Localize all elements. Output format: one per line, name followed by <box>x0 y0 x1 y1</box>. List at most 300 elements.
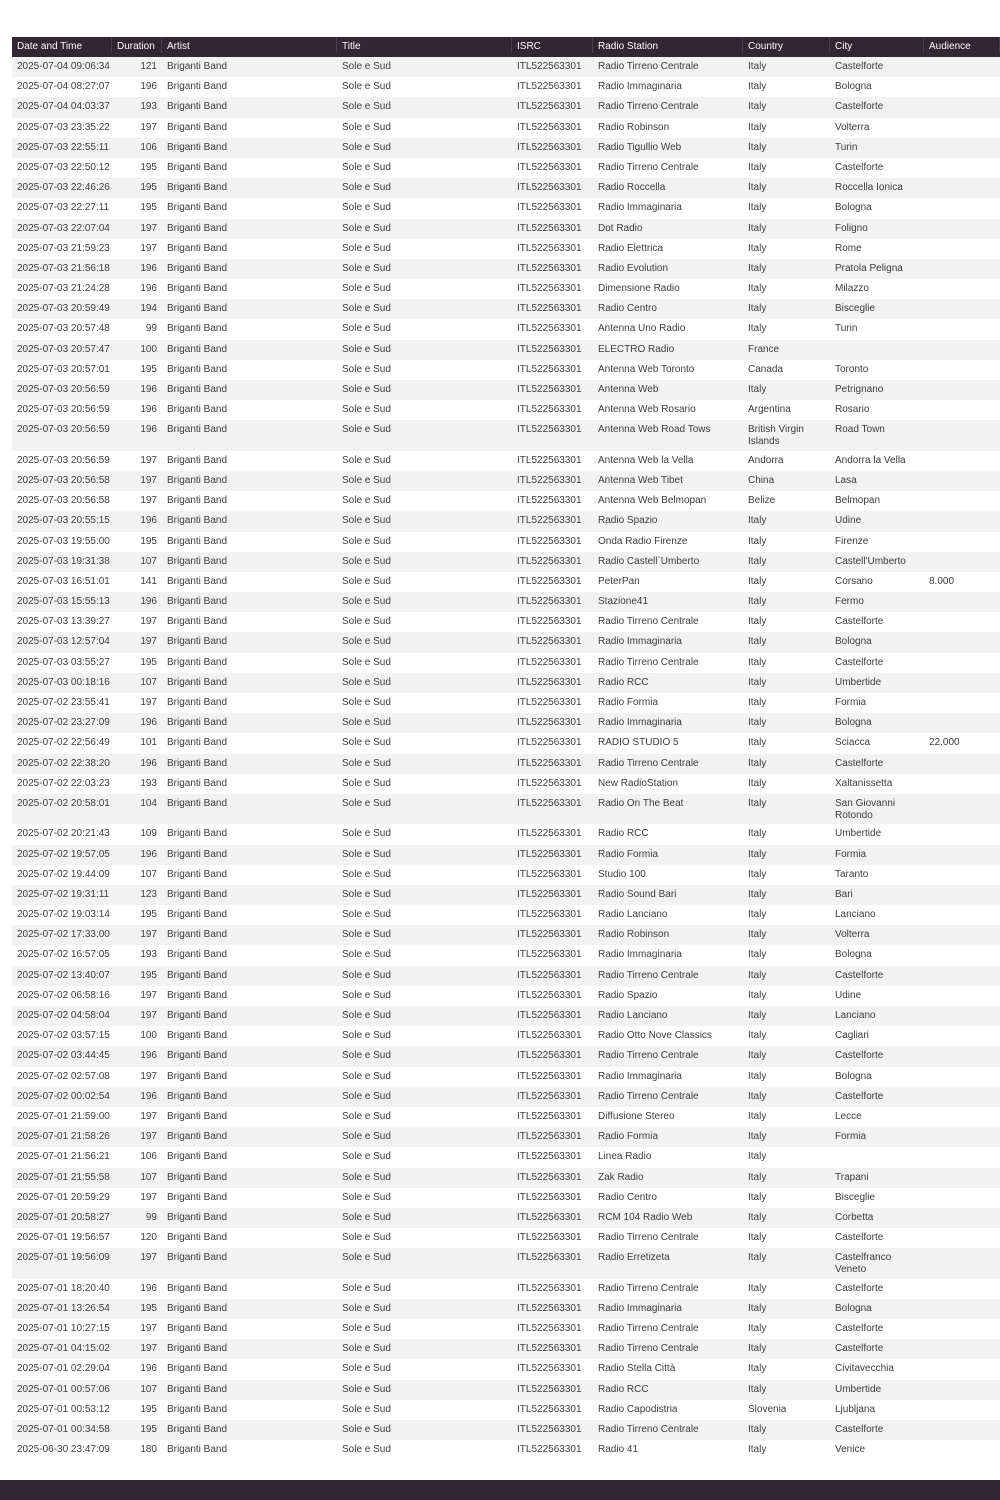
duration-cell: 195 <box>140 1423 157 1435</box>
isrc-cell: ITL522563301 <box>517 555 582 567</box>
table-row <box>12 1208 1000 1228</box>
date-time-cell: 2025-07-01 13:26:54 <box>17 1302 110 1314</box>
column-header-date-time[interactable]: Date and Time <box>12 37 112 53</box>
date-time-cell: 2025-07-04 08:27:07 <box>17 81 110 93</box>
title-cell: Sole e Sud <box>342 1191 391 1203</box>
country-cell: Italy <box>748 1302 767 1314</box>
date-time-cell: 2025-07-04 09:06:34 <box>17 61 110 72</box>
isrc-cell: ITL522563301 <box>517 929 582 941</box>
audience-cell <box>924 1248 1000 1252</box>
country-cell: British Virgin Islands <box>748 424 804 448</box>
table-row <box>12 1299 1000 1319</box>
duration-cell: 180 <box>140 1444 157 1456</box>
duration-cell: 197 <box>140 1343 157 1355</box>
country-cell: Italy <box>748 242 767 254</box>
country-cell: Italy <box>748 616 767 628</box>
date-time-cell: 2025-07-03 20:56:58 <box>17 495 110 507</box>
airplay-report-table <box>12 37 1000 1460</box>
table-row <box>12 845 1000 865</box>
isrc-cell: ITL522563301 <box>517 949 582 961</box>
date-time-cell: 2025-07-03 22:07:04 <box>17 222 110 234</box>
isrc-cell: ITL522563301 <box>517 515 582 527</box>
audience-cell <box>924 1380 1000 1384</box>
duration-cell: 196 <box>140 81 157 93</box>
city-cell: Castelforte <box>835 1050 884 1062</box>
city-cell: Milazzo <box>835 283 869 295</box>
radio-station-cell: Antenna Web la Vella <box>598 454 694 466</box>
radio-station-cell: New RadioStation <box>598 777 679 789</box>
radio-station-cell: Radio RCC <box>598 676 649 688</box>
duration-cell: 99 <box>145 323 157 335</box>
isrc-cell: ITL522563301 <box>517 141 582 153</box>
audience-cell <box>924 824 1000 828</box>
date-time-cell: 2025-06-30 23:47:09 <box>17 1444 110 1456</box>
radio-station-cell: Radio Tigullio Web <box>598 141 682 153</box>
audience-cell <box>924 360 1000 364</box>
city-cell: Fermo <box>835 596 864 608</box>
date-time-cell: 2025-07-01 00:53:12 <box>17 1403 110 1415</box>
isrc-cell: ITL522563301 <box>517 222 582 234</box>
isrc-cell: ITL522563301 <box>517 1232 582 1244</box>
column-header-isrc[interactable]: ISRC <box>512 37 593 53</box>
table-row <box>12 632 1000 652</box>
city-cell: Lecce <box>835 1110 862 1122</box>
radio-station-cell: Radio Elettrica <box>598 242 664 254</box>
audience-cell <box>924 1400 1000 1404</box>
artist-cell: Briganti Band <box>167 535 228 547</box>
radio-station-cell: Radio Erretizeta <box>598 1252 670 1264</box>
title-cell: Sole e Sud <box>342 1343 391 1355</box>
audience-cell <box>924 219 1000 223</box>
country-cell: Italy <box>748 1252 767 1264</box>
table-row <box>12 1380 1000 1400</box>
table-row <box>12 138 1000 158</box>
isrc-cell: ITL522563301 <box>517 101 582 113</box>
column-header-title[interactable]: Title <box>337 37 512 53</box>
country-cell: Italy <box>748 1282 767 1294</box>
duration-cell: 104 <box>140 797 157 809</box>
radio-station-cell: Radio Tirreno Centrale <box>598 616 699 628</box>
artist-cell: Briganti Band <box>167 81 228 93</box>
audience-cell <box>924 1208 1000 1212</box>
radio-station-cell: Radio Tirreno Centrale <box>598 1090 699 1102</box>
duration-cell: 121 <box>140 61 157 72</box>
table-row <box>12 532 1000 552</box>
country-cell: Belize <box>748 495 776 507</box>
city-cell: Lanciano <box>835 1010 876 1022</box>
title-cell: Sole e Sud <box>342 495 391 507</box>
table-row <box>12 158 1000 178</box>
table-row <box>12 471 1000 491</box>
duration-cell: 197 <box>140 1110 157 1122</box>
audience-cell <box>924 966 1000 970</box>
artist-cell: Briganti Band <box>167 1131 228 1143</box>
radio-station-cell: Radio Tirreno Centrale <box>598 757 699 769</box>
city-cell: Bisceglie <box>835 303 876 315</box>
date-time-cell: 2025-07-01 19:56:09 <box>17 1252 110 1264</box>
duration-cell: 106 <box>140 141 157 153</box>
duration-cell: 107 <box>140 1383 157 1395</box>
audience-cell <box>924 1127 1000 1131</box>
city-cell: Castelfranco Veneto <box>835 1252 892 1276</box>
audience-cell <box>924 239 1000 243</box>
city-cell: Road Town <box>835 424 885 436</box>
duration-cell: 197 <box>140 1252 157 1264</box>
country-cell: Italy <box>748 1423 767 1435</box>
city-cell: Turin <box>835 141 858 153</box>
artist-cell: Briganti Band <box>167 555 228 567</box>
table-row <box>12 259 1000 279</box>
date-time-cell: 2025-07-02 00:02:54 <box>17 1090 110 1102</box>
country-cell: Italy <box>748 848 767 860</box>
city-cell: Castell'Umberto <box>835 555 906 567</box>
date-time-cell: 2025-07-01 00:34:58 <box>17 1423 110 1435</box>
radio-station-cell: Radio Lanciano <box>598 1010 668 1022</box>
city-cell: Bologna <box>835 202 872 214</box>
date-time-cell: 2025-07-02 23:27:09 <box>17 717 110 729</box>
date-time-cell: 2025-07-03 22:27:11 <box>17 202 110 214</box>
radio-station-cell: Radio Tirreno Centrale <box>598 61 699 72</box>
country-cell: Italy <box>748 949 767 961</box>
title-cell: Sole e Sud <box>342 343 391 355</box>
table-row <box>12 1067 1000 1087</box>
artist-cell: Briganti Band <box>167 303 228 315</box>
radio-station-cell: Radio Lanciano <box>598 909 668 921</box>
table-body <box>12 57 1000 1460</box>
date-time-cell: 2025-07-03 20:59:49 <box>17 303 110 315</box>
table-row <box>12 420 1000 450</box>
duration-cell: 123 <box>140 888 157 900</box>
audience-cell <box>924 532 1000 536</box>
artist-cell: Briganti Band <box>167 1171 228 1183</box>
country-cell: Italy <box>748 1363 767 1375</box>
duration-cell: 197 <box>140 697 157 709</box>
title-cell: Sole e Sud <box>342 1090 391 1102</box>
isrc-cell: ITL522563301 <box>517 1403 582 1415</box>
country-cell: Italy <box>748 929 767 941</box>
duration-cell: 99 <box>145 1211 157 1223</box>
country-cell: Italy <box>748 182 767 194</box>
title-cell: Sole e Sud <box>342 1423 391 1435</box>
country-cell: Slovenia <box>748 1403 787 1415</box>
artist-cell: Briganti Band <box>167 1252 228 1264</box>
date-time-cell: 2025-07-03 21:56:18 <box>17 262 110 274</box>
radio-station-cell: Radio Immaginaria <box>598 636 682 648</box>
country-cell: Italy <box>748 141 767 153</box>
country-cell: Andorra <box>748 454 784 466</box>
date-time-cell: 2025-07-03 03:55:27 <box>17 656 110 668</box>
audience-cell: 8.000 <box>929 575 955 587</box>
title-cell: Sole e Sud <box>342 636 391 648</box>
column-header-country[interactable]: Country <box>743 37 830 53</box>
city-cell: Toronto <box>835 363 869 375</box>
artist-cell: Briganti Band <box>167 161 228 173</box>
date-time-cell: 2025-07-01 21:58:26 <box>17 1131 110 1143</box>
country-cell: Italy <box>748 868 767 880</box>
duration-cell: 195 <box>140 969 157 981</box>
city-cell: Rome <box>835 242 862 254</box>
table-row <box>12 1026 1000 1046</box>
isrc-cell: ITL522563301 <box>517 697 582 709</box>
isrc-cell: ITL522563301 <box>517 616 582 628</box>
country-cell: Italy <box>748 697 767 709</box>
isrc-cell: ITL522563301 <box>517 384 582 395</box>
title-cell: Sole e Sud <box>342 929 391 941</box>
city-cell: Umbertide <box>835 828 882 840</box>
isrc-cell: ITL522563301 <box>517 283 582 295</box>
duration-cell: 195 <box>140 1403 157 1415</box>
title-cell: Sole e Sud <box>342 1131 391 1143</box>
isrc-cell: ITL522563301 <box>517 848 582 860</box>
table-row <box>12 572 1000 592</box>
artist-cell: Briganti Band <box>167 1211 228 1223</box>
radio-station-cell: Dimensione Radio <box>598 283 680 295</box>
audience-cell <box>924 138 1000 142</box>
table-row <box>12 57 1000 77</box>
footer-bar <box>0 1480 1000 1500</box>
audience-cell <box>924 1319 1000 1323</box>
audience-cell <box>924 1188 1000 1192</box>
audience-cell <box>924 198 1000 202</box>
artist-cell: Briganti Band <box>167 1110 228 1122</box>
country-cell: Italy <box>748 1131 767 1143</box>
radio-station-cell: Radio Immaginaria <box>598 949 682 961</box>
isrc-cell: ITL522563301 <box>517 303 582 315</box>
city-cell: Castelforte <box>835 101 884 113</box>
city-cell: Bisceglie <box>835 1191 876 1203</box>
city-cell: Castelforte <box>835 1323 884 1335</box>
table-row <box>12 925 1000 945</box>
table-header <box>12 37 1000 57</box>
country-cell: Italy <box>748 1171 767 1183</box>
radio-station-cell: Radio Immaginaria <box>598 1070 682 1082</box>
radio-station-cell: Radio Centro <box>598 1191 657 1203</box>
city-cell: Ljubljana <box>835 1403 876 1415</box>
city-cell: Cagliari <box>835 1030 869 1042</box>
date-time-cell: 2025-07-03 20:56:59 <box>17 404 110 416</box>
date-time-cell: 2025-07-01 18:20:40 <box>17 1282 110 1294</box>
table-row <box>12 1006 1000 1026</box>
duration-cell: 107 <box>140 1171 157 1183</box>
column-header-city[interactable]: City <box>830 37 924 53</box>
isrc-cell: ITL522563301 <box>517 1110 582 1122</box>
date-time-cell: 2025-07-03 20:56:59 <box>17 424 110 436</box>
title-cell: Sole e Sud <box>342 777 391 789</box>
audience-cell <box>924 653 1000 657</box>
date-time-cell: 2025-07-03 22:46:26 <box>17 182 110 194</box>
audience-cell <box>924 794 1000 798</box>
duration-cell: 141 <box>140 575 157 587</box>
title-cell: Sole e Sud <box>342 797 391 809</box>
radio-station-cell: Linea Radio <box>598 1151 652 1163</box>
date-time-cell: 2025-07-03 20:57:48 <box>17 323 110 335</box>
isrc-cell: ITL522563301 <box>517 1030 582 1042</box>
artist-cell: Briganti Band <box>167 777 228 789</box>
artist-cell: Briganti Band <box>167 424 228 436</box>
artist-cell: Briganti Band <box>167 1151 228 1163</box>
city-cell: Umbertide <box>835 676 882 688</box>
isrc-cell: ITL522563301 <box>517 636 582 648</box>
date-time-cell: 2025-07-01 02:29:04 <box>17 1363 110 1375</box>
radio-station-cell: Antenna Web Toronto <box>598 363 695 375</box>
radio-station-cell: Radio 41 <box>598 1444 639 1456</box>
audience-cell <box>924 1299 1000 1303</box>
isrc-cell: ITL522563301 <box>517 596 582 608</box>
title-cell: Sole e Sud <box>342 676 391 688</box>
country-cell: Italy <box>748 636 767 648</box>
radio-station-cell: Antenna Uno Radio <box>598 323 686 335</box>
country-cell: Italy <box>748 777 767 789</box>
artist-cell: Briganti Band <box>167 596 228 608</box>
radio-station-cell: Radio Immaginaria <box>598 717 682 729</box>
title-cell: Sole e Sud <box>342 424 391 436</box>
table-row <box>12 400 1000 420</box>
duration-cell: 193 <box>140 777 157 789</box>
isrc-cell: ITL522563301 <box>517 1383 582 1395</box>
artist-cell: Briganti Band <box>167 182 228 194</box>
date-time-cell: 2025-07-02 22:56:49 <box>17 737 110 749</box>
isrc-cell: ITL522563301 <box>517 868 582 880</box>
isrc-cell: ITL522563301 <box>517 676 582 688</box>
radio-station-cell: Radio Tirreno Centrale <box>598 1343 699 1355</box>
duration-cell: 100 <box>140 1030 157 1042</box>
duration-cell: 196 <box>140 424 157 436</box>
duration-cell: 195 <box>140 202 157 214</box>
city-cell: Civitavecchia <box>835 1363 894 1375</box>
title-cell: Sole e Sud <box>342 575 391 587</box>
radio-station-cell: Radio Evolution <box>598 262 669 274</box>
table-row <box>12 118 1000 138</box>
artist-cell: Briganti Band <box>167 656 228 668</box>
title-cell: Sole e Sud <box>342 454 391 466</box>
radio-station-cell: Radio Tirreno Centrale <box>598 101 699 113</box>
date-time-cell: 2025-07-03 16:51:01 <box>17 575 110 587</box>
city-cell: Bologna <box>835 636 872 648</box>
title-cell: Sole e Sud <box>342 828 391 840</box>
table-row <box>12 1420 1000 1440</box>
date-time-cell: 2025-07-03 20:55:15 <box>17 515 110 527</box>
date-time-cell: 2025-07-03 21:59:23 <box>17 242 110 254</box>
duration-cell: 195 <box>140 656 157 668</box>
country-cell: Italy <box>748 81 767 93</box>
country-cell: Italy <box>748 656 767 668</box>
table-row <box>12 653 1000 673</box>
date-time-cell: 2025-07-02 17:33:00 <box>17 929 110 941</box>
title-cell: Sole e Sud <box>342 474 391 486</box>
duration-cell: 109 <box>140 828 157 840</box>
artist-cell: Briganti Band <box>167 1030 228 1042</box>
table-row <box>12 239 1000 259</box>
city-cell: Formia <box>835 697 867 709</box>
isrc-cell: ITL522563301 <box>517 969 582 981</box>
date-time-cell: 2025-07-03 19:31:38 <box>17 555 110 567</box>
title-cell: Sole e Sud <box>342 656 391 668</box>
audience-cell <box>924 1147 1000 1151</box>
date-time-cell: 2025-07-02 03:57:15 <box>17 1030 110 1042</box>
isrc-cell: ITL522563301 <box>517 656 582 668</box>
duration-cell: 195 <box>140 161 157 173</box>
duration-cell: 197 <box>140 1131 157 1143</box>
date-time-cell: 2025-07-03 22:55:11 <box>17 141 110 153</box>
title-cell: Sole e Sud <box>342 303 391 315</box>
table-row <box>12 319 1000 339</box>
radio-station-cell: Radio Sound Bari <box>598 888 677 900</box>
column-header-audience[interactable]: Audience <box>924 37 1000 53</box>
city-cell: Bologna <box>835 1070 872 1082</box>
isrc-cell: ITL522563301 <box>517 1050 582 1062</box>
table-row <box>12 1107 1000 1127</box>
title-cell: Sole e Sud <box>342 1232 391 1244</box>
audience-cell <box>924 1107 1000 1111</box>
audience-cell <box>924 511 1000 515</box>
column-header-duration[interactable]: Duration <box>112 37 162 53</box>
artist-cell: Briganti Band <box>167 1090 228 1102</box>
audience-cell <box>924 57 1000 61</box>
duration-cell: 196 <box>140 1363 157 1375</box>
country-cell: Italy <box>748 1090 767 1102</box>
isrc-cell: ITL522563301 <box>517 1171 582 1183</box>
city-cell: Trapani <box>835 1171 869 1183</box>
city-cell: Rosario <box>835 404 870 416</box>
date-time-cell: 2025-07-01 19:56:57 <box>17 1232 110 1244</box>
table-row <box>12 1046 1000 1066</box>
audience-cell <box>924 1087 1000 1091</box>
title-cell: Sole e Sud <box>342 1070 391 1082</box>
artist-cell: Briganti Band <box>167 949 228 961</box>
table-row <box>12 360 1000 380</box>
duration-cell: 196 <box>140 283 157 295</box>
column-header-artist[interactable]: Artist <box>162 37 337 53</box>
isrc-cell: ITL522563301 <box>517 1323 582 1335</box>
artist-cell: Briganti Band <box>167 343 228 355</box>
table-row <box>12 340 1000 360</box>
duration-cell: 195 <box>140 909 157 921</box>
radio-station-cell: Radio Formia <box>598 1131 659 1143</box>
table-row <box>12 1440 1000 1460</box>
country-cell: Italy <box>748 676 767 688</box>
title-cell: Sole e Sud <box>342 888 391 900</box>
date-time-cell: 2025-07-01 21:55:58 <box>17 1171 110 1183</box>
city-cell <box>830 340 924 344</box>
artist-cell: Briganti Band <box>167 1383 228 1395</box>
artist-cell: Briganti Band <box>167 1010 228 1022</box>
artist-cell: Briganti Band <box>167 101 228 113</box>
audience-cell <box>924 592 1000 596</box>
artist-cell: Briganti Band <box>167 1363 228 1375</box>
artist-cell: Briganti Band <box>167 1070 228 1082</box>
table-row <box>12 451 1000 471</box>
audience-cell <box>924 1046 1000 1050</box>
isrc-cell: ITL522563301 <box>517 363 582 375</box>
title-cell: Sole e Sud <box>342 1323 391 1335</box>
city-cell: Castelforte <box>835 969 884 981</box>
column-header-radio-station[interactable]: Radio Station <box>593 37 743 53</box>
isrc-cell: ITL522563301 <box>517 161 582 173</box>
city-cell <box>830 1147 924 1151</box>
country-cell: Italy <box>748 757 767 769</box>
isrc-cell: ITL522563301 <box>517 242 582 254</box>
artist-cell: Briganti Band <box>167 868 228 880</box>
radio-station-cell: Dot Radio <box>598 222 643 234</box>
city-cell: Andorra la Vella <box>835 454 906 466</box>
radio-station-cell: Radio Tirreno Centrale <box>598 161 699 173</box>
isrc-cell: ITL522563301 <box>517 495 582 507</box>
date-time-cell: 2025-07-02 04:58:04 <box>17 1010 110 1022</box>
isrc-cell: ITL522563301 <box>517 1211 582 1223</box>
table-row <box>12 673 1000 693</box>
title-cell: Sole e Sud <box>342 1302 391 1314</box>
table-row <box>12 592 1000 612</box>
